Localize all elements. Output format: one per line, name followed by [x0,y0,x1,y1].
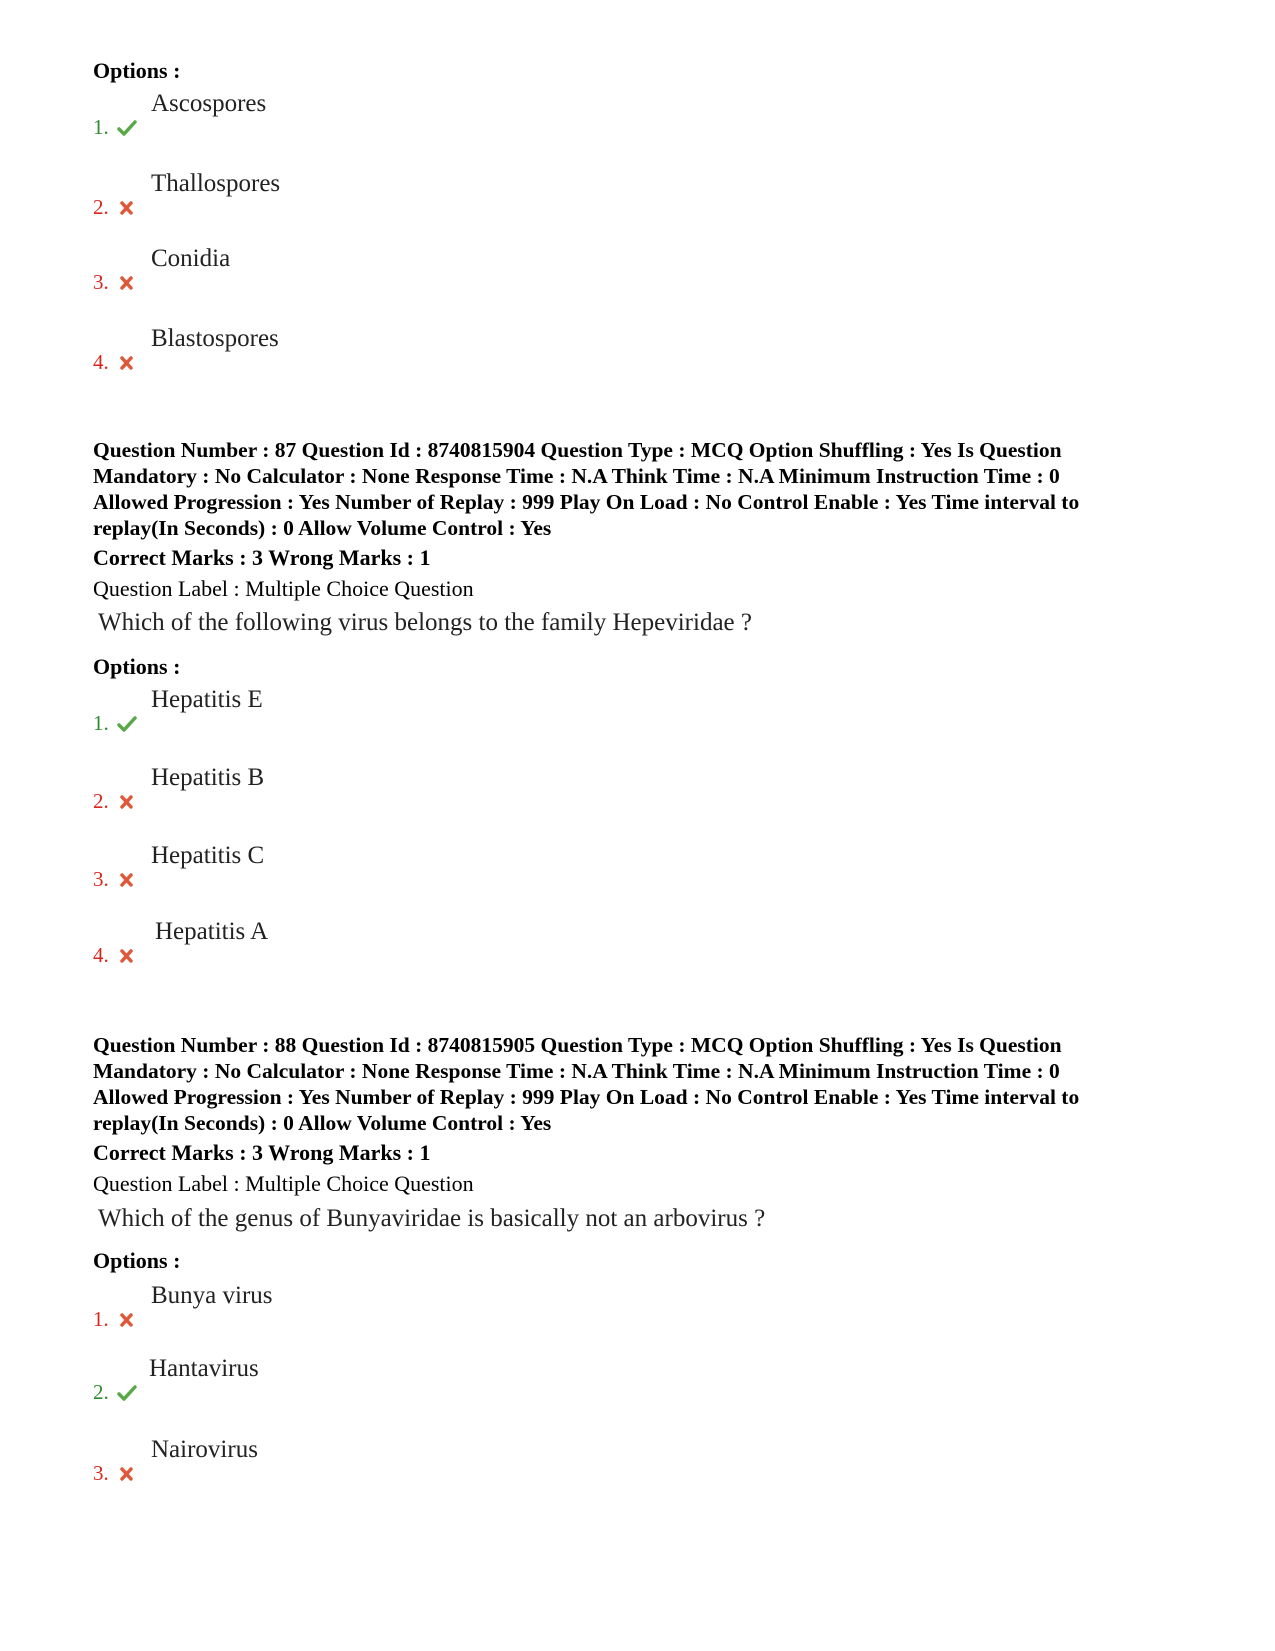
meta-line: Allowed Progression : Yes Number of Replay : 999 Play On Load : No Control Enable : Yes Time interval to [93,490,1080,514]
option-number: 2. [93,789,109,813]
option-text: Hepatitis A [155,918,269,945]
option-number: 4. [93,350,109,374]
option-number: 1. [93,711,109,735]
option-number: 3. [93,270,109,294]
check-icon [117,120,137,136]
option-number: 3. [93,867,109,891]
option-text: Blastospores [151,325,279,352]
question-label: Question Label : Multiple Choice Question [93,1171,474,1196]
option-number: 2. [93,1380,109,1404]
option-item [93,90,693,140]
cross-icon [117,794,137,810]
question-text: Which of the genus of Bunyaviridae is basically not an arbovirus ? [98,1205,766,1232]
options-title: Options : [93,654,181,679]
cross-icon [117,948,137,964]
question-marks: Correct Marks : 3 Wrong Marks : 1 [93,545,431,570]
cross-icon [117,200,137,216]
meta-line: Mandatory : No Calculator : None Response Time : N.A Think Time : N.A Minimum Instruction Time : 0 [93,1059,1060,1083]
option-item [93,170,693,220]
meta-line: replay(In Seconds) : 0 Allow Volume Control : Yes [93,1111,552,1135]
option-number: 1. [93,1307,109,1331]
option-item [93,686,693,736]
options-title: Options : [93,58,181,83]
check-icon [117,716,137,732]
question-label: Question Label : Multiple Choice Question [93,576,474,601]
option-text: Nairovirus [151,1436,258,1463]
check-icon [117,1385,137,1401]
cross-icon [117,275,137,291]
meta-line: Allowed Progression : Yes Number of Replay : 999 Play On Load : No Control Enable : Yes Time interval to [93,1085,1080,1109]
option-item [93,245,693,295]
option-text: Hepatitis B [151,764,265,791]
question-meta [93,1032,1193,1136]
option-item [93,1282,693,1332]
option-number: 2. [93,195,109,219]
meta-line: Question Number : 88 Question Id : 8740815905 Question Type : MCQ Option Shuffling : Yes Is Question [93,1033,1062,1057]
question-text: Which of the following virus belongs to the family Hepeviridae ? [98,609,752,636]
option-item [93,918,693,968]
option-item [93,325,693,375]
cross-icon [117,1466,137,1482]
option-text: Hantavirus [149,1355,259,1382]
option-item [93,1436,693,1486]
cross-icon [117,355,137,371]
question-marks: Correct Marks : 3 Wrong Marks : 1 [93,1140,431,1165]
option-text: Hepatitis C [151,842,265,869]
cross-icon [117,1312,137,1328]
options-title: Options : [93,1248,181,1273]
option-number: 3. [93,1461,109,1485]
option-number: 4. [93,943,109,967]
option-text: Ascospores [151,90,267,117]
meta-line: Mandatory : No Calculator : None Response Time : N.A Think Time : N.A Minimum Instruction Time : 0 [93,464,1060,488]
meta-line: replay(In Seconds) : 0 Allow Volume Control : Yes [93,516,552,540]
cross-icon [117,872,137,888]
option-item [93,1355,693,1405]
meta-line: Question Number : 87 Question Id : 8740815904 Question Type : MCQ Option Shuffling : Yes Is Question [93,438,1062,462]
option-item [93,764,693,814]
option-item [93,842,693,892]
option-number: 1. [93,115,109,139]
option-text: Bunya virus [151,1282,273,1309]
option-text: Thallospores [151,170,281,197]
option-text: Conidia [151,245,231,272]
option-text: Hepatitis E [151,686,263,713]
question-meta [93,437,1193,541]
